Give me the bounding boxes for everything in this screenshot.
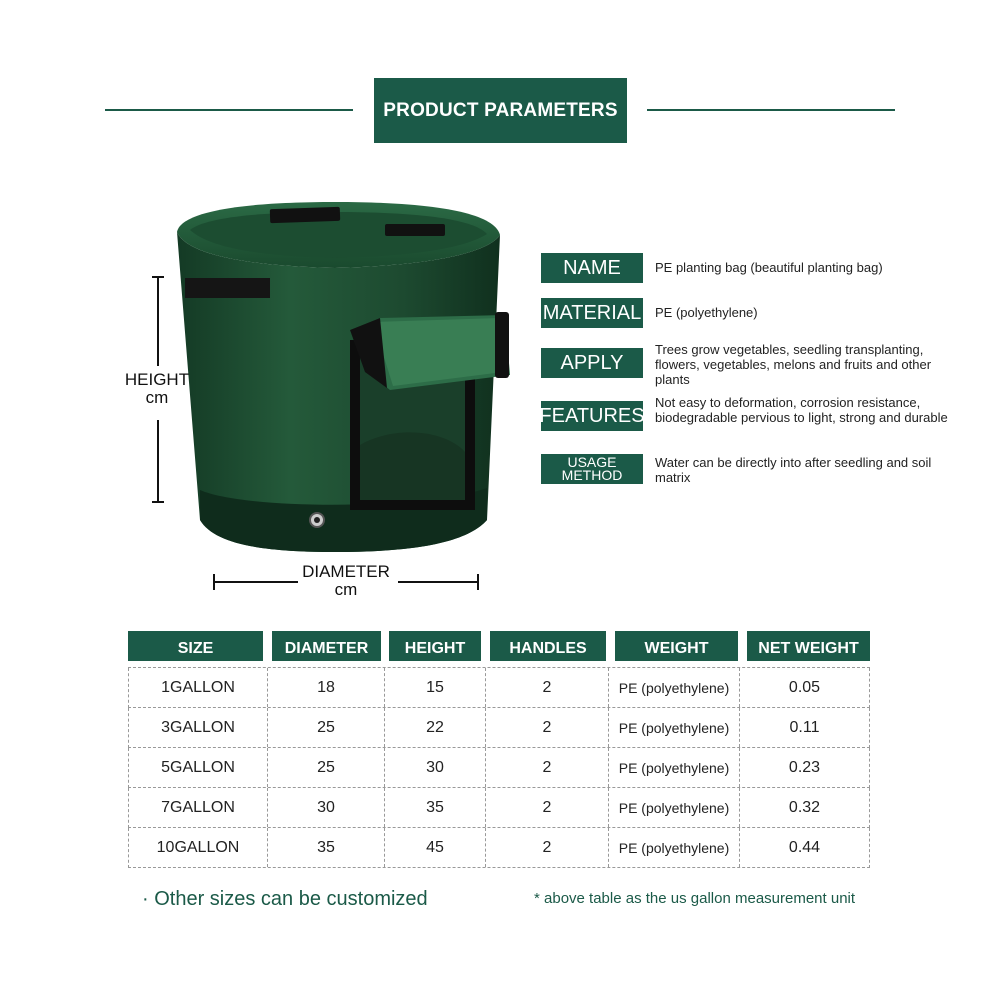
cell-handles: 2 xyxy=(486,748,609,787)
table-header xyxy=(128,631,870,661)
cell-weight: PE (polyethylene) xyxy=(609,708,740,747)
table-row xyxy=(128,828,870,868)
diameter-dimension-line-right xyxy=(398,581,478,583)
table-body xyxy=(128,667,870,868)
cell-net-weight: 0.23 xyxy=(788,758,821,776)
param-label: USAGE METHOD xyxy=(541,454,643,484)
size-table xyxy=(128,631,870,868)
param-name xyxy=(541,253,960,283)
height-dimension-line-top xyxy=(157,276,159,366)
header-size: SIZE xyxy=(128,631,263,661)
cell-diameter: 30 xyxy=(268,788,385,827)
param-value: PE planting bag (beautiful planting bag) xyxy=(655,260,883,275)
param-features xyxy=(539,395,960,431)
cell-diameter: 18 xyxy=(268,668,385,707)
unit-note: * above table as the us gallon measurement unit xyxy=(534,890,856,907)
param-value: Water can be directly into after seedling and soil matrix xyxy=(655,455,932,485)
cell-weight: PE (polyethylene) xyxy=(609,828,740,867)
height-label-text: HEIGHT xyxy=(124,370,190,389)
cell-handles: 2 xyxy=(486,788,609,827)
height-label xyxy=(122,371,192,407)
cell-weight: PE (polyethylene) xyxy=(609,668,740,707)
cell-handles: 2 xyxy=(486,708,609,747)
diameter-dimension-line-left xyxy=(213,581,298,583)
cell-size: 1GALLON xyxy=(129,668,268,707)
cell-height: 35 xyxy=(385,788,486,827)
cell-net-weight: 0.11 xyxy=(789,718,820,736)
cell-net-weight: 0.32 xyxy=(788,798,821,816)
diameter-label-text: DIAMETER xyxy=(302,562,390,581)
diameter-unit-text: cm xyxy=(334,580,358,599)
param-label: APPLY xyxy=(541,348,643,378)
cell-size: 10GALLON xyxy=(129,828,268,867)
header-handles: HANDLES xyxy=(490,631,606,661)
table-row xyxy=(128,748,870,788)
cell-handles: 2 xyxy=(486,668,609,707)
cell-net-weight: 0.44 xyxy=(788,838,821,856)
cell-height: 15 xyxy=(385,668,486,707)
cell-size: 7GALLON xyxy=(129,788,268,827)
header-height: HEIGHT xyxy=(389,631,481,661)
cell-size: 5GALLON xyxy=(129,748,268,787)
cell-height: 30 xyxy=(385,748,486,787)
cell-height: 45 xyxy=(385,828,486,867)
header-left-line xyxy=(105,109,353,111)
table-row xyxy=(128,788,870,828)
cell-height: 22 xyxy=(385,708,486,747)
cell-weight: PE (polyethylene) xyxy=(609,788,740,827)
header-net-weight: NET WEIGHT xyxy=(747,631,870,661)
cell-net-weight: 0.05 xyxy=(788,678,821,696)
param-value: PE (polyethylene) xyxy=(655,305,758,320)
diameter-dimension-right-cap xyxy=(477,574,479,590)
param-usage-method xyxy=(541,454,960,485)
cell-handles: 2 xyxy=(486,828,609,867)
param-apply xyxy=(541,342,960,387)
height-dimension-bottom-cap xyxy=(152,501,164,503)
planting-bag-image xyxy=(165,190,525,560)
param-label: MATERIAL xyxy=(541,298,643,328)
param-value: Trees grow vegetables, seedling transplanting, flowers, vegetables, melons and fruits and other plants xyxy=(655,342,932,387)
param-value: Not easy to deformation, corrosion resistance, biodegradable pervious to light, strong and durable xyxy=(655,395,948,425)
param-label: FEATURES xyxy=(541,401,643,431)
param-label: NAME xyxy=(541,253,643,283)
cell-diameter: 25 xyxy=(268,748,385,787)
height-unit-text: cm xyxy=(145,388,169,407)
height-dimension-line-bottom xyxy=(157,420,159,502)
cell-diameter: 25 xyxy=(268,708,385,747)
cell-size: 3GALLON xyxy=(129,708,268,747)
table-row xyxy=(128,708,870,748)
header-weight: WEIGHT xyxy=(615,631,738,661)
custom-sizes-note: · Other sizes can be customized xyxy=(142,888,428,910)
diameter-label xyxy=(300,563,392,599)
header-diameter: DIAMETER xyxy=(272,631,381,661)
param-material xyxy=(541,298,960,328)
cell-weight: PE (polyethylene) xyxy=(609,748,740,787)
page-title: PRODUCT PARAMETERS xyxy=(374,78,627,143)
header-right-line xyxy=(647,109,895,111)
cell-diameter: 35 xyxy=(268,828,385,867)
table-row xyxy=(128,668,870,708)
